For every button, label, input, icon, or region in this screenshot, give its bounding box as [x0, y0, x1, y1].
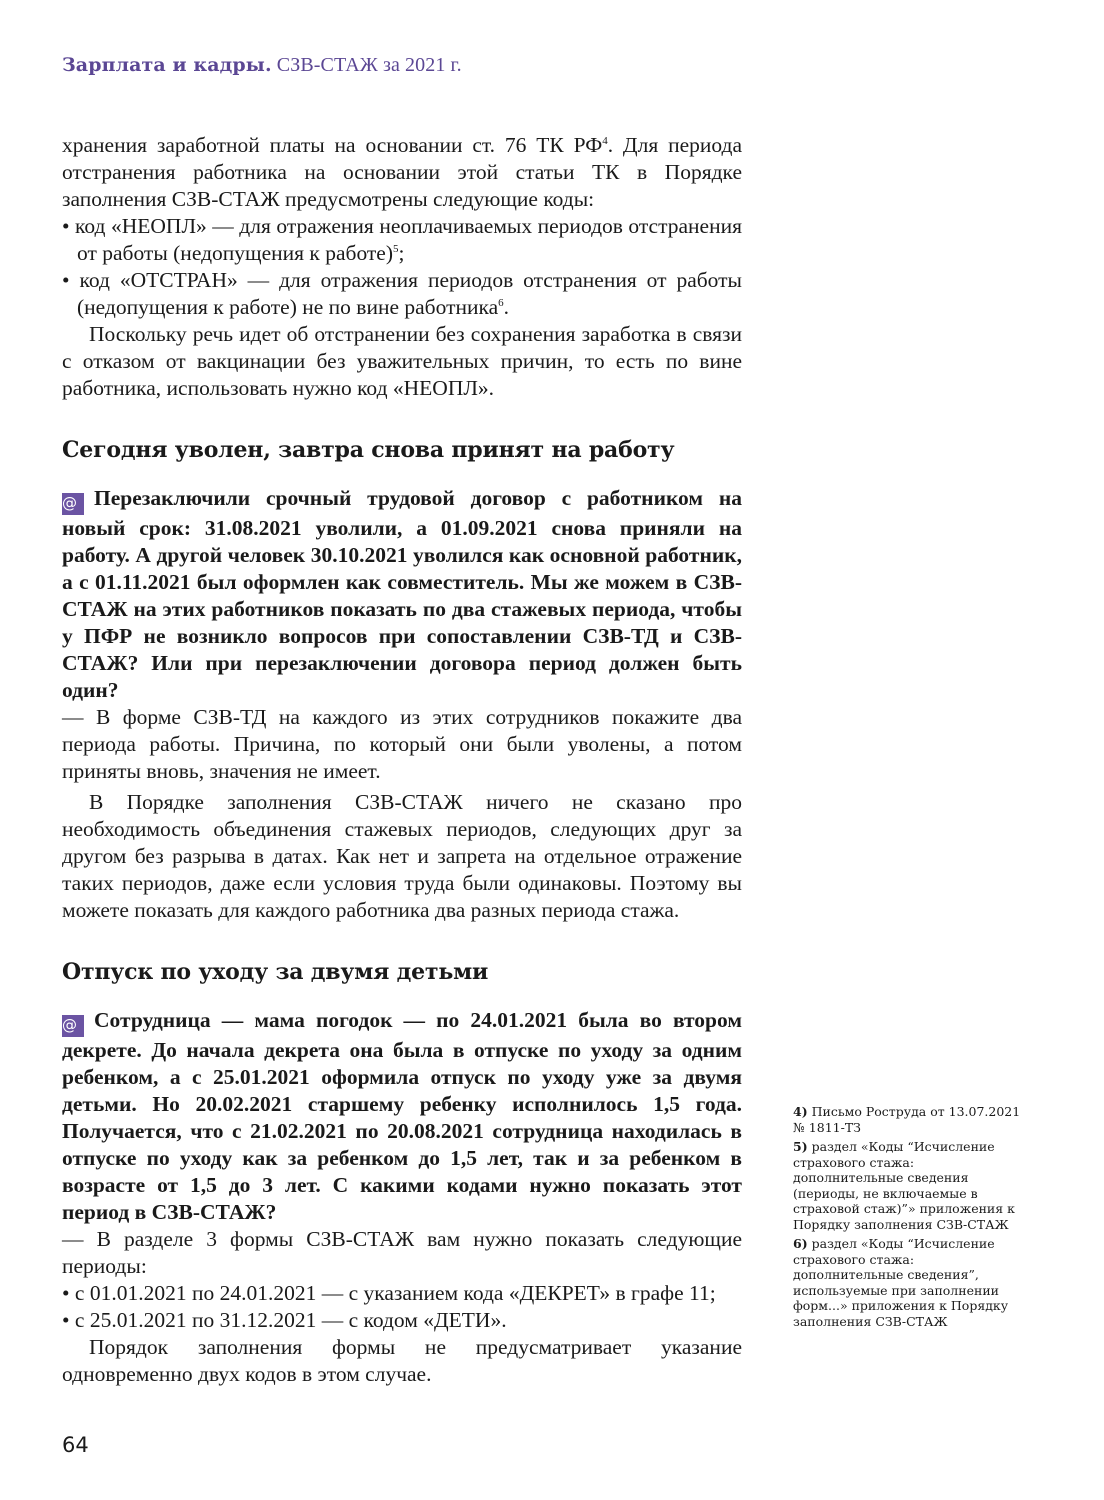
footnote-ref[interactable]: 6: [498, 296, 504, 309]
list-item: • код «ОТСТРАН» — для отражения периодов отстранения от работы (недопущения к работе) не по вине работника$^6$.: [62, 267, 742, 321]
main-column: [62, 132, 742, 1388]
paragraph: Поскольку речь идет об отстранении без сохранения заработка в связи с отказом от вакцинации без уважительных причин, то есть по вине работника, использовать нужно код «НЕОПЛ».: [62, 322, 742, 400]
at-sign-icon: @: [62, 493, 84, 515]
footnote: 6) раздел «Коды “Исчисление страхового стажа: дополнительные сведения”, используемые при заполнении форм...» приложения к Порядку заполнения СЗВ-СТАЖ: [793, 1236, 1009, 1329]
question: @ Перезаключили срочный трудовой договор с работником на новый срок: 31.08.2021 уволили, а 01.09.2021 снова приняли на работу. А другой человек 30.10.2021 уволился как основной работник, а с 01.11.2021 был оформлен как совместитель. Мы же можем в СЗВ-СТАЖ на этих работников показать по два стажевых периода, чтобы у ПФР не возникло вопросов при сопоставлении СЗВ-ТД и СЗВ-СТАЖ? Или при перезаключении договора период должен быть один?: [62, 486, 742, 702]
footnote-ref[interactable]: 4: [602, 134, 608, 147]
answer: — В форме СЗВ-ТД на каждого из этих сотрудников покажите два периода работы. Причина, по который они были уволены, а потом приняты вновь, значения не имеет.: [62, 705, 742, 783]
at-sign-icon: @: [62, 1015, 84, 1037]
footnote-ref[interactable]: 5: [393, 242, 399, 255]
section-heading: Сегодня уволен, завтра снова принят на работу: [62, 437, 675, 463]
footnotes: [793, 1104, 1023, 1333]
question: @ Сотрудница — мама погодок — по 24.01.2021 была во втором декрете. До начала декрета она была в отпуске по уходу за одним ребенком, а с 25.01.2021 оформила отпуск по уходу уже за двумя детьми. Но 20.02.2021 старшему ребенку исполнилось 1,5 года. Получается, что с 21.02.2021 по 20.08.2021 сотрудница находилась в отпуске по уходу как за ребенком до 1,5 лет, так и за ребенком в возрасте от 1,5 до 3 лет. С какими кодами нужно показать этот период в СЗВ-СТАЖ?: [62, 1008, 742, 1224]
section-heading: Отпуск по уходу за двумя детьми: [62, 959, 489, 985]
list-item: • с 01.01.2021 по 24.01.2021 — с указанием кода «ДЕКРЕТ» в графе 11;: [62, 1280, 742, 1307]
paragraph: Порядок заполнения формы не предусматривает указание одновременно двух кодов в этом случае.: [62, 1335, 742, 1386]
footnote: 5) раздел «Коды “Исчисление страхового стажа: дополнительные сведения (периоды, не включаемые в страховой стаж)”» приложения к Порядку заполнения СЗВ-СТАЖ: [793, 1139, 1015, 1232]
list-item: • с 25.01.2021 по 31.12.2021 — с кодом «ДЕТИ».: [62, 1307, 742, 1334]
footnote: 4) Письмо Роструда от 13.07.2021 № 1811-ТЗ: [793, 1104, 1021, 1135]
intro-paragraph: хранения заработной платы на основании ст. 76 ТК $РФ^4$. Для периода отстранения работника на основании этой статьи ТК в Порядке заполнения СЗВ-СТАЖ предусмотрены следующие коды:: [62, 133, 742, 211]
header-section: Зарплата и кадры.: [62, 54, 272, 76]
list-item: • код «НЕОПЛ» — для отражения неоплачиваемых периодов отстранения от работы (недопущения к работе)$^5$;: [62, 213, 742, 267]
page-number: 64: [62, 1433, 89, 1457]
running-header: [62, 54, 462, 77]
paragraph: В Порядке заполнения СЗВ-СТАЖ ничего не сказано про необходимость объединения стажевых периодов, следующих друг за другом без разрыва в датах. Как нет и запрета на отдельное отражение таких периодов, даже если условия труда были одинаковы. Поэтому вы можете показать для каждого работника два разных периода стажа.: [62, 790, 742, 922]
answer: — В разделе 3 формы СЗВ-СТАЖ вам нужно показать следующие периоды:: [62, 1227, 742, 1278]
header-subtitle: СЗВ-СТАЖ за 2021 г.: [276, 54, 462, 76]
